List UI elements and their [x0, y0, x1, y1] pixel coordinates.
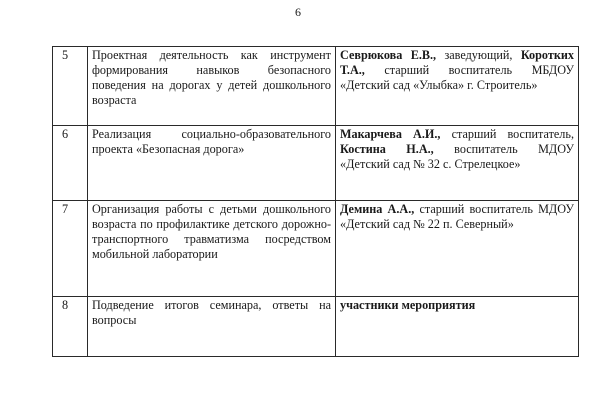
- topic-cell: Организация работы с детьми дошкольного возраста по профилактике детского дорожно-транспортного травматизма посредством мобильной лаборатории: [88, 201, 336, 297]
- table-row: [53, 297, 579, 357]
- table-row: [53, 126, 579, 201]
- row-number: 6: [53, 126, 88, 201]
- topic-cell: Подведение итогов семинара, ответы на вопросы: [88, 297, 336, 357]
- agenda-table-body: [53, 47, 579, 357]
- topic-cell: Проектная деятельность как инструмент формирования навыков безопасного поведения на дорогах у детей дошкольного возраста: [88, 47, 336, 126]
- speaker-cell: [336, 201, 579, 297]
- speaker-separator: [512, 48, 520, 62]
- speaker-role: заведующий,: [436, 48, 513, 62]
- table-row: [53, 47, 579, 126]
- speaker-name: Демина А.А.,: [340, 202, 415, 216]
- row-number: 7: [53, 201, 88, 297]
- speaker-role: воспитатель МДОУ «Детский сад № 32 с. Стрелецкое»: [340, 142, 574, 171]
- speaker-role: старший воспитатель,: [440, 127, 574, 141]
- row-number: 8: [53, 297, 88, 357]
- speaker-name: Коротких Т.А.,: [340, 48, 574, 77]
- speaker-cell: [336, 47, 579, 126]
- speaker-name: Макарчева А.И.,: [340, 127, 441, 141]
- speaker-role: старший воспитатель МБДОУ «Детский сад «Улыбка» г. Строитель»: [340, 63, 574, 92]
- agenda-table: [52, 46, 579, 357]
- speaker-role: старший воспитатель МДОУ «Детский сад № 22 п. Северный»: [340, 202, 574, 231]
- speaker-name: Костина Н.А.,: [340, 142, 434, 156]
- page-number: 6: [295, 5, 301, 19]
- speaker-cell: [336, 126, 579, 201]
- speaker-cell: [336, 297, 579, 357]
- speaker-name: участники мероприятия: [340, 298, 476, 312]
- table-row: [53, 201, 579, 297]
- topic-cell: Реализация социально-образовательного проекта «Безопасная дорога»: [88, 126, 336, 201]
- speaker-name: Севрюкова Е.В.,: [340, 48, 437, 62]
- row-number: 5: [53, 47, 88, 126]
